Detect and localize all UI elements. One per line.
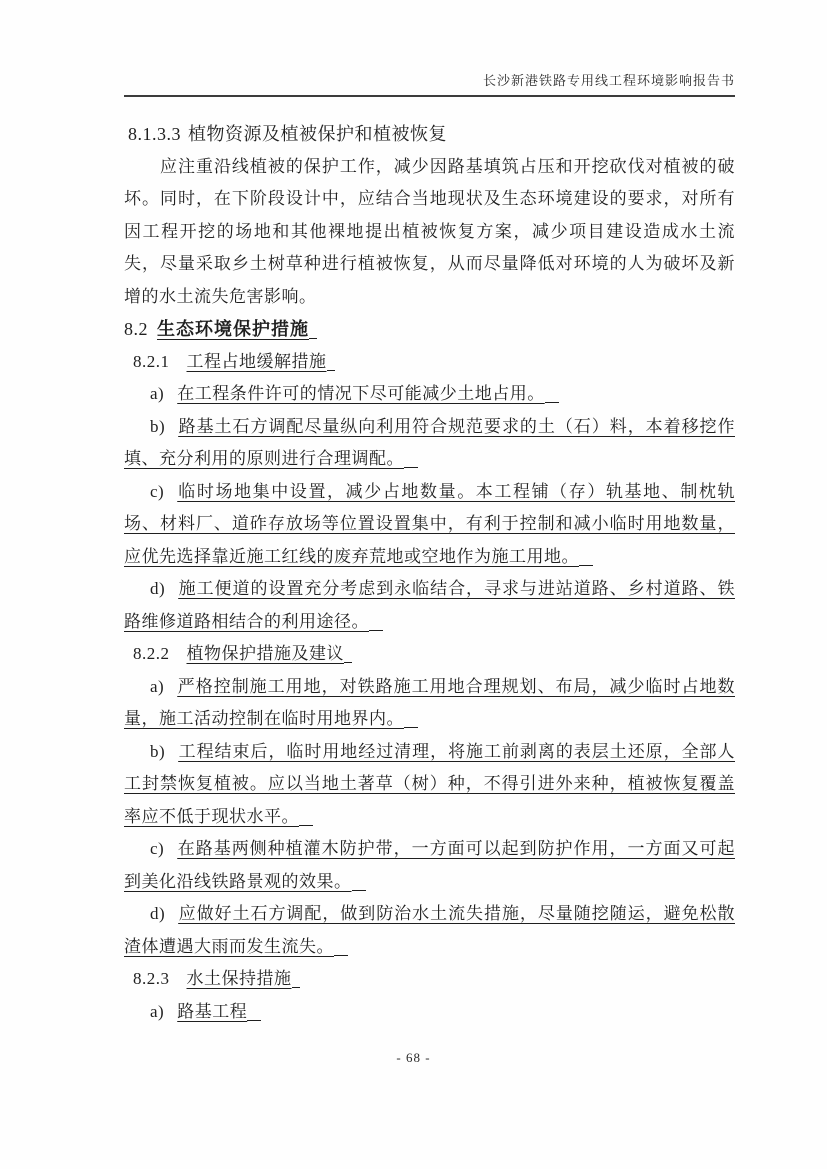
- heading-8-2-2: [133, 638, 735, 671]
- heading-8-2: [124, 313, 735, 346]
- page-number: - 68 -: [396, 1050, 431, 1065]
- list-item-label: a): [150, 1001, 165, 1021]
- underline-tail: [299, 821, 313, 826]
- list-item-822-b: [124, 736, 735, 834]
- list-item-text: 施工便道的设置充分考虑到永临结合，寻求与进站道路、乡村道路、铁路维修道路相结合的利用途径。: [124, 579, 735, 631]
- heading-number: 8.1.3.3: [128, 124, 181, 144]
- heading-number: 8.2: [124, 319, 148, 339]
- list-item-text: 应做好土石方调配，做到防治水土流失措施，尽量随挖随运，避免松散渣体遭遇大雨而发生流失。: [124, 904, 735, 956]
- list-item-label: d): [150, 579, 166, 598]
- underline-tail: [334, 951, 348, 956]
- list-item-821-c: [124, 476, 735, 574]
- list-item-text: 工程结束后，临时用地经过清理，将施工前剥离的表层土还原，全部人工封禁恢复植被。应以当地土著草（树）种，不得引进外来种，植被恢复覆盖率应不低于现状水平。: [124, 741, 735, 826]
- list-item-label: d): [150, 904, 166, 923]
- heading-8-2-1: [133, 346, 735, 379]
- heading-title: 生态环境保护措施: [157, 319, 309, 339]
- underline-tail: [369, 626, 383, 631]
- list-item-821-b: [124, 411, 735, 476]
- underline-tail: [404, 723, 418, 728]
- underline-tail: [352, 886, 366, 891]
- list-item-text: 严格控制施工用地，对铁路施工用地合理规划、布局，减少临时占地数量，施工活动控制在临时用地界内。: [124, 676, 735, 728]
- heading-number: 8.2.1: [133, 351, 170, 371]
- heading-title: 水土保持措施: [186, 969, 292, 988]
- heading-title: 植物资源及植被保护和植被恢复: [188, 124, 447, 144]
- heading-number: 8.2.2: [133, 644, 170, 663]
- underline-tail: [545, 398, 559, 403]
- list-item-text: 临时场地集中设置，减少占地数量。本工程铺（存）轨基地、制枕轨场、材料厂、道砟存放场等位置设置集中，有利于控制和减小临时用地数量，应优先选择靠近施工红线的废弃荒地或空地作为施工用地。: [124, 481, 735, 566]
- list-item-label: b): [150, 416, 166, 436]
- underline-tail: [327, 366, 335, 371]
- list-item-label: a): [150, 384, 165, 403]
- list-item-label: b): [150, 741, 166, 761]
- underline-tail: [404, 463, 418, 468]
- underline-tail: [292, 983, 300, 988]
- underline-tail: [309, 334, 317, 339]
- list-item-821-d: [124, 573, 735, 638]
- list-item-label: c): [150, 839, 165, 858]
- list-item-text: 在工程条件许可的情况下尽可能减少土地占用。: [177, 384, 545, 403]
- list-item-text: 在路基两侧种植灌木防护带，一方面可以起到防护作用，一方面又可起到美化沿线铁路景观的效果。: [124, 839, 735, 891]
- heading-number: 8.2.3: [133, 969, 170, 988]
- header-title: 长沙新港铁路专用线工程环境影响报告书: [482, 73, 735, 88]
- list-item-label: c): [150, 481, 165, 501]
- heading-8-1-3-3: [128, 118, 735, 151]
- page-header: [124, 74, 735, 97]
- heading-title: 植物保护措施及建议: [186, 644, 344, 663]
- list-item-822-a: [124, 671, 735, 736]
- list-item-text: 路基工程: [177, 1001, 248, 1021]
- underline-tail: [344, 658, 352, 663]
- document-body: [124, 118, 735, 1028]
- page-footer: [0, 1050, 827, 1066]
- list-item-822-c: [124, 833, 735, 898]
- heading-8-2-3: [133, 963, 735, 996]
- paragraph-vegetation: 应注重沿线植被的保护工作，减少因路基填筑占压和开挖砍伐对植被的破坏。同时，在下阶段设计中，应结合当地现状及生态环境建设的要求，对所有因工程开挖的场地和其他裸地提出植被恢复方案，减少项目建设造成水土流失，尽量采取乡土树草种进行植被恢复，从而尽量降低对环境的人为破坏及新增的水土流失危害影响。: [124, 156, 735, 306]
- list-item-822-d: [124, 898, 735, 963]
- heading-title: 工程占地缓解措施: [186, 351, 327, 371]
- underline-tail: [579, 561, 593, 566]
- list-item-text: 路基土石方调配尽量纵向利用符合规范要求的土（石）料，本着移挖作填、充分利用的原则进行合理调配。: [124, 416, 735, 468]
- underline-tail: [247, 1016, 261, 1021]
- list-item-label: a): [150, 676, 165, 696]
- list-item-821-a: [124, 378, 735, 411]
- list-item-823-a: [124, 996, 735, 1029]
